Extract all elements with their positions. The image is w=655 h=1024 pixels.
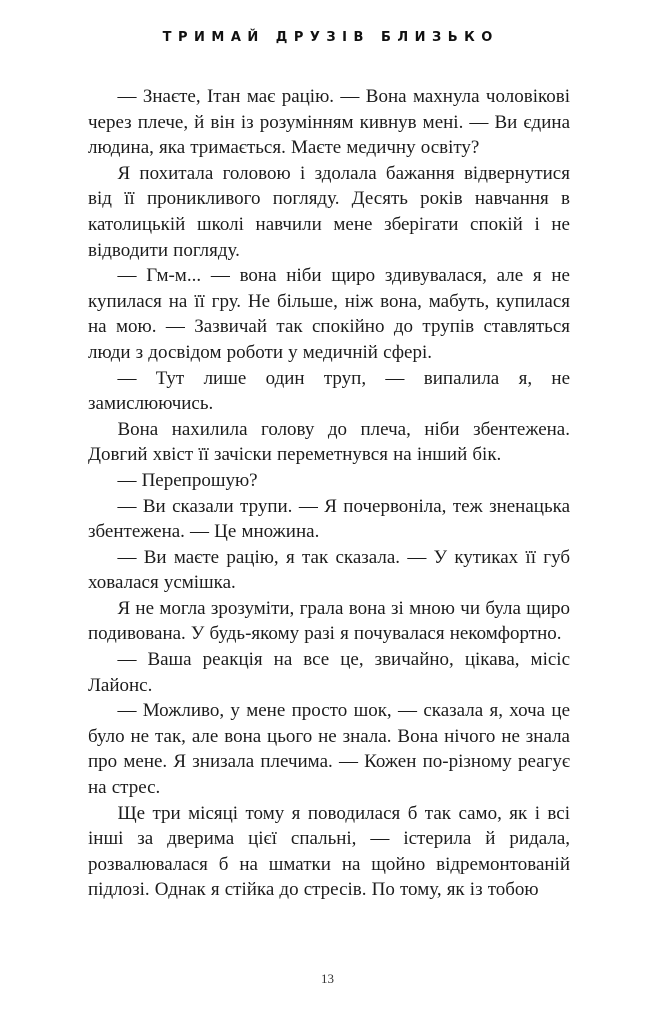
paragraph: — Гм-м... — вона ніби щиро здивувалася, але я не купилася на її гру. Не більше, ніж вона, мабуть, купилася на мою. — Зазвичай так спокійно до трупів ставляться люди з досвідом роботи у медичній сфері. [88, 265, 570, 363]
paragraph: Вона нахилила голову до плеча, ніби збентежена. Довгий хвіст її зачіски переметнувся на інший бік. [88, 418, 570, 466]
paragraph: Я не могла зрозуміти, грала вона зі мною чи була щиро подивована. У будь-якому разі я почувалася некомфортно. [88, 597, 570, 645]
paragraph: — Перепрошую? [117, 469, 258, 491]
paragraph: Ще три місяці тому я поводилася б так само, як і всі інші за дверима цієї спальні, — істерила й ридала, розвалювалася б на шматки на щойно відремонтованій підлозі. Однак я стійка до стресів. По тому, як із тобою [88, 802, 570, 901]
running-header: ТРИМАЙ ДРУЗІВ БЛИЗЬКО [162, 30, 499, 45]
paragraph: — Ваша реакція на все це, звичайно, цікава, місіс Лайонс. [88, 649, 570, 696]
paragraph: — Ви маєте рацію, я так сказала. — У кутиках її губ ховалася усмішка. [88, 546, 570, 594]
paragraph: Я похитала головою і здолала бажання відвернутися від її проникливого погляду. Десять років навчання в католицькій школі навчили мене зберігати спокій і не відводити погляду. [88, 162, 570, 261]
paragraph: — Знаєте, Ітан має рацію. — Вона махнула чоловікові через плече, й він із розумінням кивнув мені. — Ви єдина людина, яка тримається. Маєте медичну освіту? [88, 86, 570, 159]
paragraph: — Тут лише один труп, — випалила я, не замислюючись. [88, 367, 570, 415]
page-body [88, 84, 570, 903]
paragraph: — Можливо, у мене просто шок, — сказала я, хоча це було не так, але вона цього не знала. Вона нічого не знала про мене. Я знизала плечима. — Кожен по-різному реагує на стрес. [88, 700, 570, 799]
page-number: 13 [321, 971, 334, 986]
paragraph: — Ви сказали трупи. — Я почервоніла, теж зненацька збентежена. — Це множина. [88, 495, 570, 543]
